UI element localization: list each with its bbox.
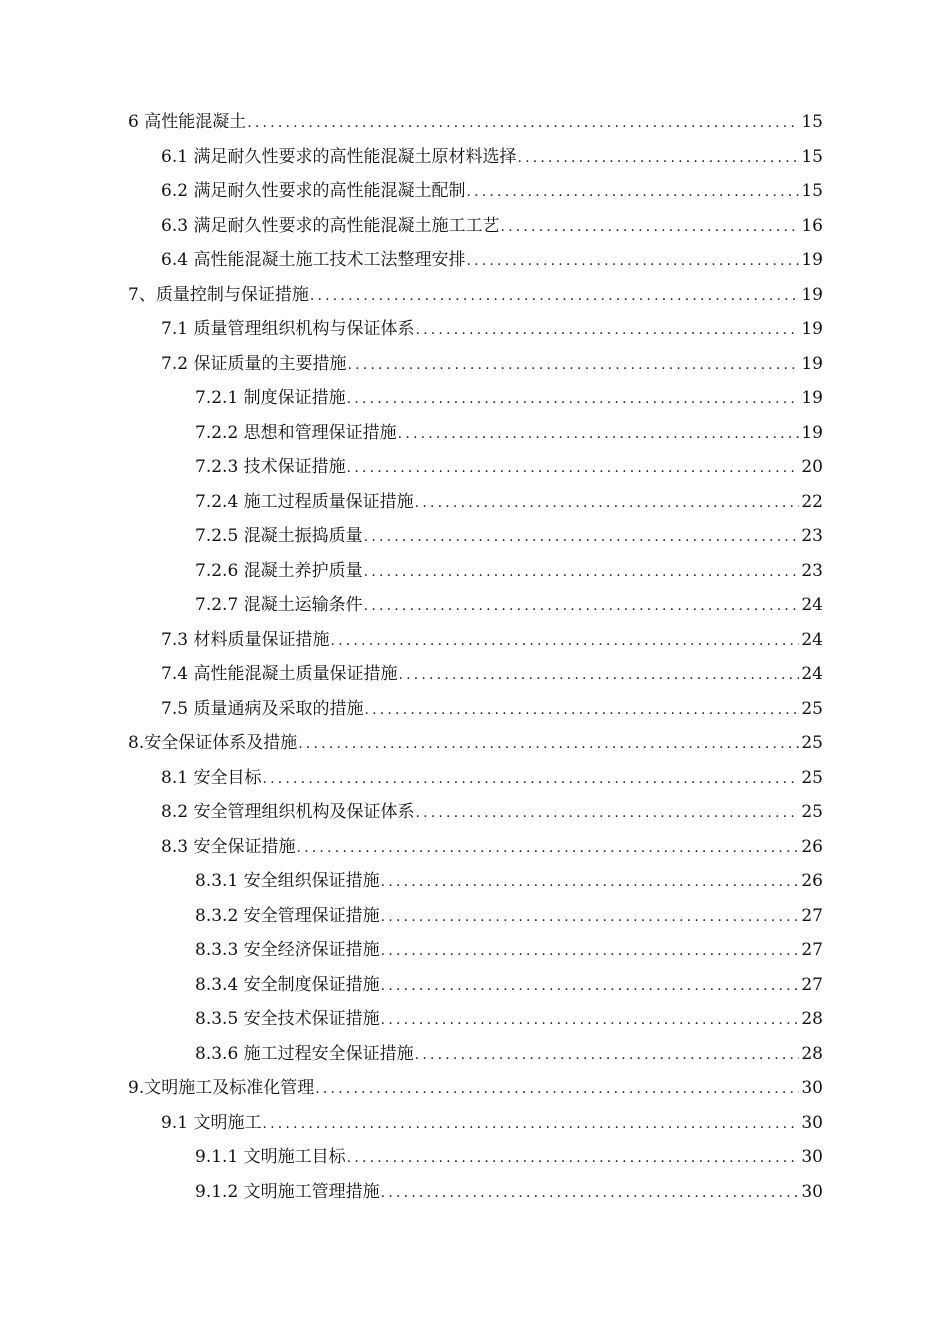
toc-dot-leader: [295, 831, 799, 866]
toc-dot-leader: [465, 175, 799, 210]
toc-entry-page-number: 15: [801, 146, 823, 167]
toc-entry[interactable]: [128, 278, 823, 313]
toc-entry-title: 8.1 安全目标: [161, 767, 262, 788]
toc-entry-title: 6.4 高性能混凝土施工技术工法整理安排: [161, 250, 466, 270]
toc-entry[interactable]: [128, 1002, 823, 1037]
toc-entry-title: 8.3.4 安全制度保证措施: [195, 974, 380, 995]
toc-entry-title: 8.安全保证体系及措施: [128, 733, 298, 753]
toc-entry-title: 8.3.6 施工过程安全保证措施: [195, 1043, 414, 1064]
toc-dot-leader: [380, 934, 800, 969]
toc-entry-title: 8.3.1 安全组织保证措施: [195, 871, 380, 891]
toc-entry[interactable]: [128, 174, 823, 209]
toc-dot-leader: [380, 900, 800, 935]
toc-entry-page-number: 15: [801, 112, 823, 132]
toc-entry-title: 8.3 安全保证措施: [161, 836, 296, 857]
toc-dot-leader: [346, 382, 800, 417]
toc-entry-title: 8.3.3 安全经济保证措施: [195, 940, 380, 960]
toc-dot-leader: [380, 1176, 800, 1211]
toc-entry[interactable]: [128, 1106, 823, 1141]
toc-dot-leader: [363, 693, 799, 728]
toc-dot-leader: [363, 589, 800, 624]
toc-entry-title: 9.1.2 文明施工管理措施: [195, 1181, 380, 1202]
toc-dot-leader: [414, 313, 799, 348]
toc-entry-page-number: 28: [801, 1043, 823, 1064]
toc-entry-page-number: 19: [801, 319, 823, 339]
toc-entry[interactable]: [128, 1037, 823, 1072]
toc-dot-leader: [414, 1038, 800, 1073]
toc-entry-title: 7.2.4 施工过程质量保证措施: [195, 491, 414, 512]
toc-dot-leader: [346, 1141, 800, 1176]
toc-entry[interactable]: [128, 1071, 823, 1106]
toc-dot-leader: [363, 520, 800, 555]
toc-entry[interactable]: [128, 347, 823, 382]
toc-entry-title: 7.2.6 混凝土养护质量: [195, 560, 363, 581]
toc-entry-page-number: 23: [801, 526, 823, 546]
toc-entry-title: 6.2 满足耐久性要求的高性能混凝土配制: [161, 181, 466, 201]
toc-entry-page-number: 25: [801, 802, 823, 822]
toc-entry-page-number: 30: [801, 1112, 823, 1133]
toc-entry[interactable]: [128, 450, 823, 485]
toc-entry-page-number: 20: [801, 457, 823, 477]
toc-entry-title: 7.2.3 技术保证措施: [195, 457, 346, 477]
toc-entry[interactable]: [128, 381, 823, 416]
toc-entry-title: 6.3 满足耐久性要求的高性能混凝土施工工艺: [161, 215, 500, 236]
toc-entry[interactable]: [128, 1175, 823, 1210]
toc-entry-page-number: 28: [801, 1009, 823, 1029]
toc-entry[interactable]: [128, 485, 823, 520]
toc-entry-title: 6.1 满足耐久性要求的高性能混凝土原材料选择: [161, 146, 517, 167]
toc-entry-page-number: 30: [801, 1078, 823, 1098]
toc-entry[interactable]: [128, 243, 823, 278]
toc-entry-page-number: 16: [801, 215, 823, 236]
toc-entry[interactable]: [128, 692, 823, 727]
toc-entry[interactable]: [128, 899, 823, 934]
toc-entry-title: 7.2 保证质量的主要措施: [161, 353, 347, 374]
toc-entry-title: 6 高性能混凝土: [128, 112, 247, 132]
toc-dot-leader: [397, 658, 799, 693]
toc-dot-leader: [261, 762, 799, 797]
toc-dot-leader: [346, 348, 799, 383]
toc-dot-leader: [516, 141, 799, 176]
toc-entry[interactable]: [128, 761, 823, 796]
toc-entry-page-number: 27: [801, 905, 823, 926]
toc-entry[interactable]: [128, 588, 823, 623]
toc-entry-page-number: 19: [801, 250, 823, 270]
toc-entry[interactable]: [128, 312, 823, 347]
toc-entry-page-number: 19: [801, 353, 823, 374]
toc-entry-page-number: 24: [801, 595, 823, 615]
toc-entry-page-number: 27: [801, 940, 823, 960]
toc-entry-page-number: 27: [801, 974, 823, 995]
toc-entry[interactable]: [128, 105, 823, 140]
toc-dot-leader: [465, 244, 799, 279]
toc-dot-leader: [414, 486, 800, 521]
toc-dot-leader: [499, 210, 799, 245]
toc-entry-page-number: 25: [801, 767, 823, 788]
toc-entry[interactable]: [128, 968, 823, 1003]
toc-entry[interactable]: [128, 657, 823, 692]
toc-entry-title: 7.3 材料质量保证措施: [161, 629, 330, 650]
toc-dot-leader: [380, 1003, 800, 1038]
toc-entry-title: 7.2.7 混凝土运输条件: [195, 595, 363, 615]
toc-entry-title: 7.5 质量通病及采取的措施: [161, 698, 364, 719]
toc-entry-page-number: 24: [801, 664, 823, 684]
toc-entry-title: 9.文明施工及标准化管理: [128, 1078, 315, 1098]
toc-entry-title: 9.1 文明施工: [161, 1112, 262, 1133]
toc-entry-page-number: 30: [801, 1181, 823, 1202]
toc-entry-title: 9.1.1 文明施工目标: [195, 1147, 346, 1167]
toc-entry[interactable]: [128, 140, 823, 175]
toc-entry-page-number: 26: [801, 836, 823, 857]
toc-dot-leader: [346, 451, 800, 486]
toc-entry[interactable]: [128, 519, 823, 554]
toc-entry[interactable]: [128, 554, 823, 589]
toc-entry-title: 7.2.1 制度保证措施: [195, 388, 346, 408]
toc-entry-title: 7.2.2 思想和管理保证措施: [195, 422, 397, 443]
toc-dot-leader: [329, 624, 799, 659]
toc-dot-leader: [380, 865, 800, 900]
toc-dot-leader: [397, 417, 800, 452]
toc-entry-page-number: 25: [801, 733, 823, 753]
toc-entry[interactable]: [128, 623, 823, 658]
toc-entry-page-number: 24: [801, 629, 823, 650]
toc-dot-leader: [314, 1072, 799, 1107]
toc-entry-page-number: 25: [801, 698, 823, 719]
toc-entry-title: 8.3.5 安全技术保证措施: [195, 1009, 380, 1029]
toc-entry[interactable]: [128, 726, 823, 761]
toc-dot-leader: [309, 279, 800, 314]
toc-entry-page-number: 19: [801, 422, 823, 443]
toc-entry[interactable]: [128, 416, 823, 451]
toc-dot-leader: [414, 796, 799, 831]
toc-entry-title: 7.1 质量管理组织机构与保证体系: [161, 319, 415, 339]
toc-entry-title: 7.4 高性能混凝土质量保证措施: [161, 664, 398, 684]
toc-entry-title: 7.2.5 混凝土振捣质量: [195, 526, 363, 546]
toc-entry-page-number: 19: [801, 388, 823, 408]
toc-entry-title: 8.3.2 安全管理保证措施: [195, 905, 380, 926]
toc-dot-leader: [380, 969, 800, 1004]
toc-entry[interactable]: [128, 795, 823, 830]
toc-entry-page-number: 22: [801, 491, 823, 512]
toc-dot-leader: [297, 727, 799, 762]
toc-entry[interactable]: [128, 830, 823, 865]
table-of-contents: [128, 105, 823, 1209]
toc-entry[interactable]: [128, 1140, 823, 1175]
toc-dot-leader: [363, 555, 800, 590]
toc-dot-leader: [246, 106, 799, 141]
toc-dot-leader: [261, 1107, 799, 1142]
toc-entry[interactable]: [128, 864, 823, 899]
toc-entry[interactable]: [128, 209, 823, 244]
toc-entry[interactable]: [128, 933, 823, 968]
toc-entry-page-number: 26: [801, 871, 823, 891]
toc-entry-page-number: 19: [801, 284, 823, 305]
toc-entry-page-number: 23: [801, 560, 823, 581]
toc-entry-page-number: 15: [801, 181, 823, 201]
toc-entry-page-number: 30: [801, 1147, 823, 1167]
toc-entry-title: 8.2 安全管理组织机构及保证体系: [161, 802, 415, 822]
toc-entry-title: 7、质量控制与保证措施: [128, 284, 309, 305]
